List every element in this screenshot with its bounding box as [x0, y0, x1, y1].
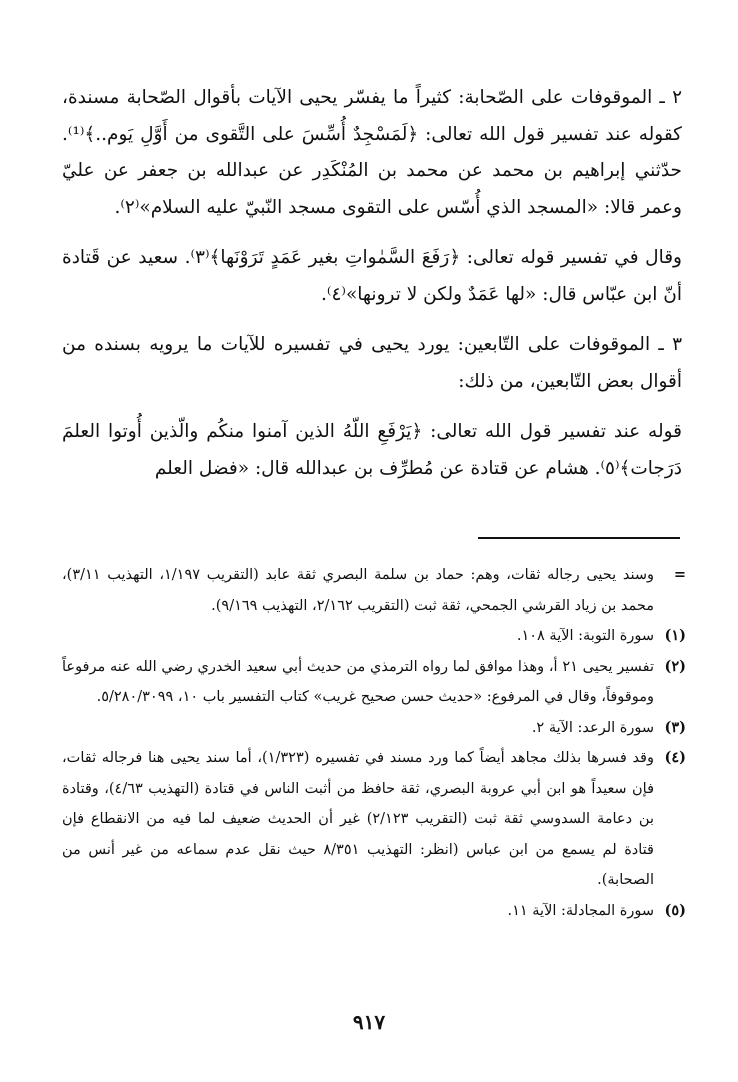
footnote-marker: (٥): [664, 901, 686, 919]
footnote-marker: =: [673, 566, 686, 583]
footnote-3: [62, 713, 686, 744]
footnote-marker: (٤): [664, 749, 686, 766]
footnote-marker: (١): [664, 627, 686, 644]
footnote-5: [62, 896, 686, 927]
main-text: [62, 80, 682, 501]
footnote-text: وسند يحيى رجاله ثقات، وهم: حماد بن سلمة البصري ثقة عابد (التقريب ١/١٩٧، التهذيب ٣/١١)، محمد بن زياد القرشي الجمحي، ثقة ثبت (التقريب ٢/١٦٢، التهذيب ٩/١٦٩).: [62, 567, 654, 614]
page-number: ٩١٧: [352, 1010, 386, 1034]
paragraph-companions: ٢ ـ الموقوفات على الصّحابة: كثيراً ما يفسّر يحيى الآيات بأقوال الصّحابة مسندة، كقوله عند تفسير قول الله تعالى: ﴿لَمَسْجِدٌ أُسِّسَ على التَّقوى من أَوَّلِ يَوم..﴾⁽¹⁾. حدّثني إبراهيم بن محمد عن محمد بن المُنْكَدِر عن عبدالله بن جعفر عن عليّ وعمر قالا: «المسجد الذي أُسّس على التقوى مسجد النّبيّ عليه السلام»⁽٢⁾.: [62, 87, 682, 218]
footnote-2: [62, 652, 686, 713]
footnote-continued: [62, 560, 686, 621]
paragraph-mujadala: قوله عند تفسير قول الله تعالى: ﴿يَرْفَعِ اللّهُ الذين آمنوا منكُم والّذين أُوتوا العلمَ دَرَجات﴾⁽٥⁾. هشام عن قتادة عن مُطرِّف بن عبدالله قال: «فضل العلم: [62, 421, 682, 479]
footnote-marker: (٢): [664, 657, 686, 675]
footnote-text: سورة الرعد: الآية ٢.: [531, 719, 654, 736]
footnote-text: سورة المجادلة: الآية ١١.: [507, 902, 654, 919]
footnote-text: سورة التوبة: الآية ١٠٨.: [516, 628, 654, 644]
footnote-separator: [478, 537, 680, 539]
footnotes: [62, 560, 686, 926]
footnote-text: تفسير يحيى ٢١ أ، وهذا موافق لما رواه الترمذي من حديث أبي سعيد الخدري رضي الله عنه مرفوعاً وموقوفاً، وقال في المرفوع: «حديث حسن صحيح غريب» كتاب التفسير باب ١٠، ٥/٢٨٠/٣٠٩٩.: [62, 658, 654, 705]
footnote-text: وقد فسرها بذلك مجاهد أيضاً كما ورد مسند في تفسيره (١/٣٢٣)، أما سند يحيى هنا فرجاله ثقات، فإن سعيداً هو ابن أبي عروبة البصري، ثقة حافظ من أثبت الناس في قتادة (التهذيب ٤/٦٣)، وقتادة بن دعامة السدوسي ثقة ثبت (التقريب ٢/١٢٣) غير أن الحديث ضعيف لما فيه من الانقطاع فإن قتادة لم يسمع من ابن عباس (انظر: التهذيب ٨/٣٥١ حيث نقل عدم سماعه من غير أنس من الصحابة).: [62, 750, 655, 888]
footnote-4: [62, 743, 686, 896]
footnote-1: [62, 621, 686, 652]
paragraph-successors: ٣ ـ الموقوفات على التّابعين: يورد يحيى في تفسيره للآيات ما يرويه بسنده من أقوال بعض التّابعين، من ذلك:: [62, 334, 682, 392]
paragraph-qatada: وقال في تفسير قوله تعالى: ﴿رَفَعَ السَّمٰواتِ بغير عَمَدٍ تَرَوْنَها﴾⁽٣⁾. سعيد عن قَتادة أنّ ابن عبّاس قال: «لها عَمَدٌ ولكن لا ترونها»⁽٤⁾.: [62, 247, 682, 305]
footnote-marker: (٣): [664, 718, 686, 736]
